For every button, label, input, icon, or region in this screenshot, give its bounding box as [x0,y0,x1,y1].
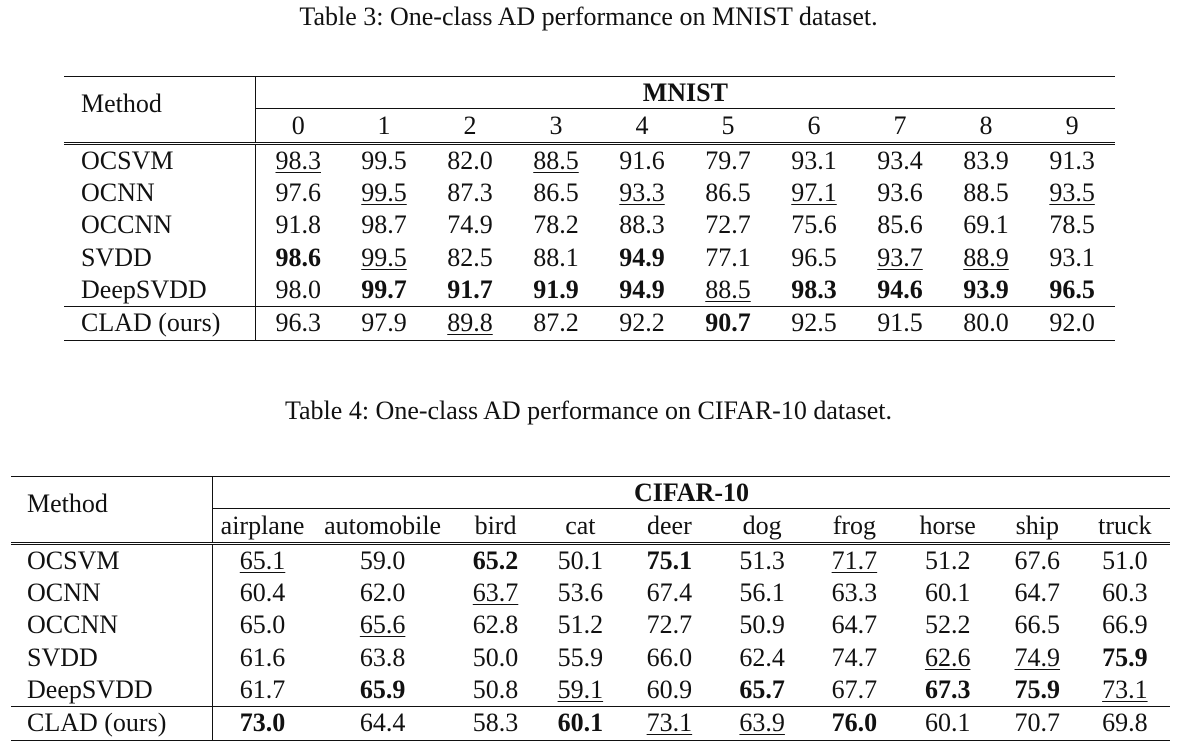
score-cell [341,209,427,241]
score: 86.5 [533,178,579,208]
score: 79.7 [705,146,751,176]
score-cell [623,674,716,707]
score: 67.6 [1014,546,1061,576]
score: 75.6 [791,210,837,240]
class-header: automobile [312,509,453,544]
score-cell [599,144,685,178]
second-best-score: 63.9 [739,708,785,738]
score-cell [212,609,312,641]
score: 97.6 [275,178,321,208]
best-score: 65.9 [359,674,406,704]
score-cell [599,274,685,307]
score-cell [943,144,1029,178]
score: 93.6 [877,178,923,208]
score-cell [341,306,427,340]
method-name: CLAD (ours) [11,706,212,740]
score-cell [212,642,312,674]
method-name: DeepSVDD [64,274,255,307]
score: 69.8 [1102,708,1148,738]
score: 61.6 [239,642,286,672]
score: 65.0 [239,610,286,640]
score: 66.5 [1014,610,1061,640]
score-cell [716,544,808,578]
score-cell [943,209,1029,241]
score: 60.9 [646,674,693,704]
second-best-score: 62.6 [924,642,971,672]
table3-caption: Table 3: One-class AD performance on MNIST dataset. [299,2,878,31]
score-cell [685,144,771,178]
score-cell [513,209,599,241]
score-cell [771,274,857,307]
score: 88.5 [963,178,1009,208]
score: 99.5 [361,146,407,176]
score-cell [771,209,857,241]
class-header: 8 [943,109,1029,144]
best-score: 90.7 [705,308,751,338]
score: 60.4 [239,578,286,608]
score-cell [808,706,900,740]
score-cell [1029,306,1115,340]
score: 60.1 [924,708,971,738]
second-best-score: 73.1 [1102,674,1148,704]
table-row [64,209,1115,241]
score-cell [453,609,538,641]
score: 74.7 [831,642,878,672]
score: 91.3 [1049,146,1095,176]
score-cell [716,642,808,674]
score: 56.1 [739,578,785,608]
score-cell [341,177,427,209]
score: 50.1 [557,546,604,576]
best-score: 65.7 [739,674,785,704]
best-score: 67.3 [924,674,971,704]
best-score: 96.5 [1049,274,1095,304]
score: 91.6 [619,146,665,176]
score: 80.0 [963,308,1009,338]
score: 93.4 [877,146,923,176]
score: 64.4 [359,708,406,738]
score: 52.2 [924,610,971,640]
score: 87.3 [447,178,493,208]
score-cell [808,674,900,707]
score-cell [623,642,716,674]
class-header: 1 [341,109,427,144]
score-cell [312,577,453,609]
table-row [64,144,1115,178]
class-header: airplane [212,509,312,544]
score-cell [255,306,341,340]
score-cell [943,177,1029,209]
score-cell [857,144,943,178]
score: 92.0 [1049,308,1095,338]
score-cell [685,274,771,307]
best-score: 65.2 [472,546,519,576]
score-cell [716,609,808,641]
best-score: 75.1 [646,546,693,576]
score-cell [427,274,513,307]
score: 62.8 [472,610,519,640]
method-name: OCCNN [11,609,212,641]
method-name: DeepSVDD [11,674,212,707]
score-cell [513,177,599,209]
method-column-header: Method [11,477,212,544]
best-score: 98.3 [791,274,837,304]
score: 82.0 [447,146,493,176]
score-cell [538,577,623,609]
score-cell [312,642,453,674]
score-cell [1029,177,1115,209]
class-header: 0 [255,109,341,144]
score-cell [995,706,1080,740]
score: 74.9 [447,210,493,240]
dataset-header: MNIST [255,77,1115,109]
score-cell [808,609,900,641]
score-cell [1029,144,1115,178]
second-best-score: 88.9 [963,242,1009,272]
score-cell [716,674,808,707]
score-cell [538,609,623,641]
score-cell [857,306,943,340]
score: 58.3 [472,708,519,738]
method-name: CLAD (ours) [64,306,255,340]
score-cell [312,706,453,740]
best-score: 75.9 [1102,642,1148,672]
score-cell [771,177,857,209]
score: 62.0 [359,578,406,608]
table-row [64,177,1115,209]
best-score: 94.9 [619,242,665,272]
method-name: SVDD [11,642,212,674]
best-score: 98.6 [275,242,321,272]
score-cell [901,577,995,609]
second-best-score: 99.5 [361,178,407,208]
score-cell [943,274,1029,307]
score-cell [341,144,427,178]
score-cell [212,544,312,578]
score-cell [212,706,312,740]
score-cell [427,242,513,274]
second-best-score: 74.9 [1014,642,1061,672]
score-cell [1080,544,1170,578]
method-name: SVDD [64,242,255,274]
best-score: 94.9 [619,274,665,304]
method-name: OCCNN [64,209,255,241]
score-cell [857,274,943,307]
score-cell [1080,706,1170,740]
score-cell [808,544,900,578]
score: 78.2 [533,210,579,240]
score-cell [427,144,513,178]
score-cell [513,144,599,178]
score-cell [1029,242,1115,274]
score-cell [901,706,995,740]
score-cell [623,706,716,740]
score-cell [995,609,1080,641]
score-cell [995,544,1080,578]
second-best-score: 98.3 [275,146,321,176]
score-cell [255,177,341,209]
score-cell [857,209,943,241]
score-cell [623,609,716,641]
score-cell [1029,274,1115,307]
best-score: 91.7 [447,274,493,304]
score: 55.9 [557,642,604,672]
score-cell [513,274,599,307]
class-header: 9 [1029,109,1115,144]
score-cell [685,177,771,209]
score-cell [716,706,808,740]
class-header: 3 [513,109,599,144]
second-best-score: 73.1 [646,708,693,738]
score: 51.2 [557,610,604,640]
class-header: 4 [599,109,685,144]
score: 92.5 [791,308,837,338]
second-best-score: 88.5 [533,146,579,176]
score-cell [685,242,771,274]
best-score: 60.1 [557,708,604,738]
score-cell [1080,609,1170,641]
score-cell [427,306,513,340]
score: 50.9 [739,610,785,640]
score-cell [599,242,685,274]
score-cell [312,674,453,707]
score: 59.0 [359,546,406,576]
score-cell [599,209,685,241]
score: 70.7 [1014,708,1061,738]
class-header: frog [808,509,900,544]
score: 63.3 [831,578,878,608]
score-cell [453,577,538,609]
table-row [11,642,1170,674]
method-name: OCNN [11,577,212,609]
score-cell [255,209,341,241]
table-row [11,609,1170,641]
class-header: ship [995,509,1080,544]
score: 67.7 [831,674,878,704]
score-cell [901,609,995,641]
score: 51.0 [1102,546,1148,576]
mnist-results-table [64,76,1115,341]
score: 96.5 [791,242,837,272]
score-cell [538,642,623,674]
second-best-score: 88.5 [705,274,751,304]
score: 92.2 [619,308,665,338]
score: 93.1 [791,146,837,176]
method-name: OCSVM [11,544,212,578]
class-header: 5 [685,109,771,144]
score: 88.3 [619,210,665,240]
score: 83.9 [963,146,1009,176]
score: 53.6 [557,578,604,608]
second-best-score: 97.1 [791,178,837,208]
score-cell [212,577,312,609]
class-header: bird [453,509,538,544]
score: 88.1 [533,242,579,272]
score-cell [341,242,427,274]
score-cell [943,306,1029,340]
best-score: 76.0 [831,708,878,738]
score-cell [538,674,623,707]
score: 50.0 [472,642,519,672]
score-cell [685,306,771,340]
score: 64.7 [1014,578,1061,608]
score-cell [1080,674,1170,707]
score: 61.7 [239,674,286,704]
score: 50.8 [472,674,519,704]
method-name: OCSVM [64,144,255,178]
score: 82.5 [447,242,493,272]
score-cell [901,544,995,578]
class-header: truck [1080,509,1170,544]
score-cell [771,306,857,340]
cifar10-results-table [11,476,1170,741]
class-header: 2 [427,109,513,144]
class-header: 7 [857,109,943,144]
score-cell [716,577,808,609]
score-cell [427,177,513,209]
score-cell [453,544,538,578]
second-best-score: 71.7 [831,546,878,576]
best-score: 91.9 [533,274,579,304]
score-cell [1080,642,1170,674]
score: 67.4 [646,578,693,608]
score: 78.5 [1049,210,1095,240]
table-row [64,274,1115,307]
score-cell [312,609,453,641]
second-best-score: 89.8 [447,308,493,338]
score: 66.0 [646,642,693,672]
score: 66.9 [1102,610,1148,640]
score: 72.7 [705,210,751,240]
ours-row [11,706,1170,740]
score-cell [857,242,943,274]
score-cell [427,209,513,241]
score: 85.6 [877,210,923,240]
score: 98.0 [275,274,321,304]
score-cell [685,209,771,241]
score-cell [599,306,685,340]
method-column-header: Method [64,77,255,144]
score-cell [453,674,538,707]
score: 86.5 [705,178,751,208]
score-cell [623,577,716,609]
score-cell [255,274,341,307]
score: 77.1 [705,242,751,272]
ours-row [64,306,1115,340]
best-score: 94.6 [877,274,923,304]
score: 98.7 [361,210,407,240]
score: 93.1 [1049,242,1095,272]
score: 64.7 [831,610,878,640]
second-best-score: 63.7 [472,578,519,608]
class-header: horse [901,509,995,544]
score-cell [1029,209,1115,241]
score-cell [995,577,1080,609]
method-name: OCNN [64,177,255,209]
score-cell [771,144,857,178]
dataset-header: CIFAR-10 [212,477,1170,509]
score-cell [901,642,995,674]
table-row [11,544,1170,578]
best-score: 99.7 [361,274,407,304]
best-score: 75.9 [1014,674,1061,704]
best-score: 93.9 [963,274,1009,304]
score-cell [995,674,1080,707]
score-cell [599,177,685,209]
table-row [11,577,1170,609]
score-cell [453,706,538,740]
score-cell [255,242,341,274]
score: 91.5 [877,308,923,338]
score-cell [808,577,900,609]
score: 60.3 [1102,578,1148,608]
second-best-score: 99.5 [361,242,407,272]
score-cell [857,177,943,209]
score: 96.3 [275,308,321,338]
score-cell [771,242,857,274]
score-cell [255,144,341,178]
score-cell [808,642,900,674]
score-cell [538,544,623,578]
score: 51.3 [739,546,785,576]
score: 97.9 [361,308,407,338]
class-header: cat [538,509,623,544]
score: 91.8 [275,210,321,240]
score-cell [212,674,312,707]
score-cell [513,306,599,340]
second-best-score: 65.6 [359,610,406,640]
score-cell [623,544,716,578]
score: 62.4 [739,642,785,672]
score-cell [538,706,623,740]
table-row [64,242,1115,274]
score-cell [1080,577,1170,609]
class-header: deer [623,509,716,544]
score-cell [995,642,1080,674]
table-row [11,674,1170,707]
best-score: 73.0 [239,708,286,738]
second-best-score: 65.1 [239,546,286,576]
score-cell [901,674,995,707]
second-best-score: 93.5 [1049,178,1095,208]
score: 87.2 [533,308,579,338]
score-cell [513,242,599,274]
score: 51.2 [924,546,971,576]
table4-caption: Table 4: One-class AD performance on CIFAR-10 dataset. [284,396,893,425]
score: 69.1 [963,210,1009,240]
class-header: 6 [771,109,857,144]
score-cell [312,544,453,578]
second-best-score: 93.3 [619,178,665,208]
class-header: dog [716,509,808,544]
second-best-score: 93.7 [877,242,923,272]
score-cell [341,274,427,307]
score: 60.1 [924,578,971,608]
score-cell [453,642,538,674]
second-best-score: 59.1 [557,674,604,704]
score-cell [943,242,1029,274]
score: 72.7 [646,610,693,640]
score: 63.8 [359,642,406,672]
